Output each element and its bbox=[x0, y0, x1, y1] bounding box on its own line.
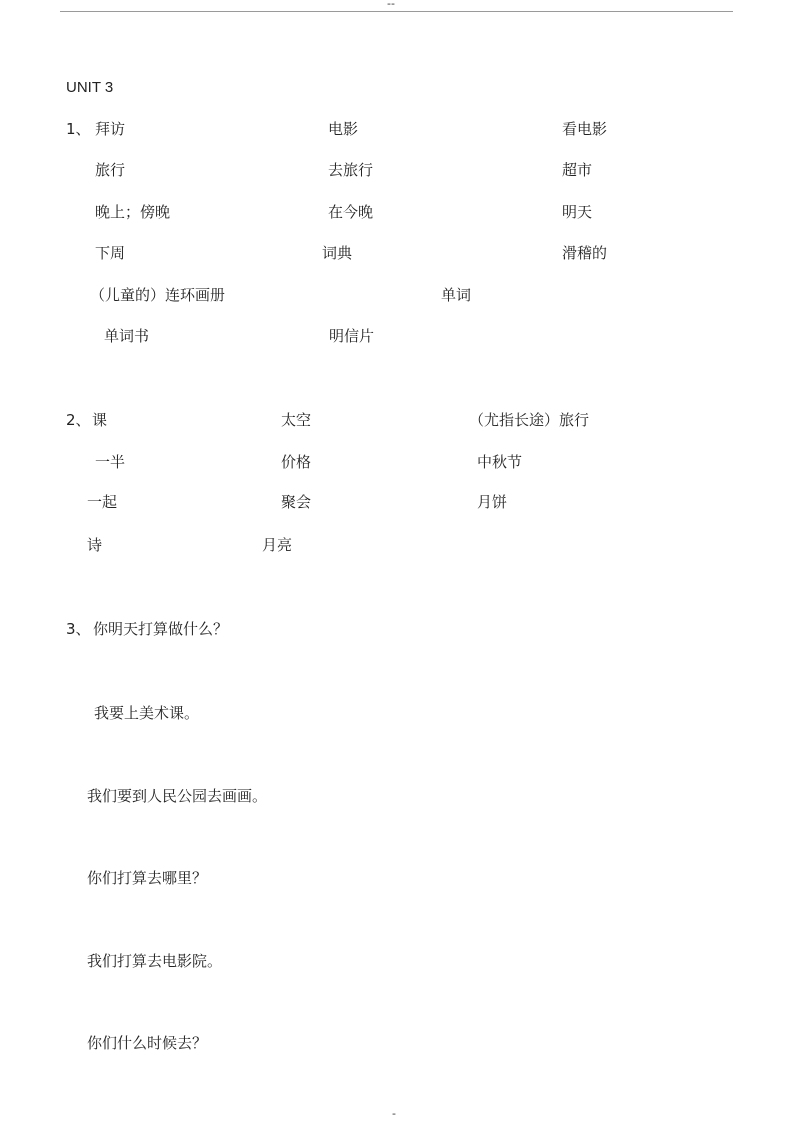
unit-title: UNIT 3 bbox=[66, 79, 114, 96]
vocab-item: 一起 bbox=[87, 493, 118, 511]
sentence: 你们什么时候去？ bbox=[87, 1034, 208, 1052]
vocab-item: 明天 bbox=[562, 203, 593, 221]
sentence: 你明天打算做什么？ bbox=[93, 620, 229, 638]
section-2-number: 2、 bbox=[66, 411, 91, 429]
section-1-number: 1、 bbox=[66, 120, 91, 138]
vocab-item: 电影 bbox=[328, 120, 359, 138]
vocab-item: 去旅行 bbox=[328, 161, 374, 179]
vocab-item: 月饼 bbox=[477, 493, 508, 511]
vocab-item: 下周 bbox=[95, 244, 126, 262]
vocab-item: 词典 bbox=[322, 244, 353, 262]
vocab-item: （儿童的）连环画册 bbox=[90, 286, 226, 304]
vocab-item: 太空 bbox=[281, 411, 312, 429]
vocab-item: 超市 bbox=[562, 161, 593, 179]
header-rule bbox=[60, 11, 733, 12]
vocab-item: 看电影 bbox=[562, 120, 608, 138]
section-3-number: 3、 bbox=[66, 620, 91, 638]
footer-mark: - bbox=[392, 1107, 396, 1120]
vocab-item: 在今晚 bbox=[328, 203, 374, 221]
sentence: 我要上美术课。 bbox=[94, 704, 200, 722]
vocab-item: 课 bbox=[92, 411, 108, 429]
vocab-item: 旅行 bbox=[95, 161, 126, 179]
sentence: 我们打算去电影院。 bbox=[87, 952, 223, 970]
vocab-item: 一半 bbox=[95, 453, 126, 471]
header-mark: -- bbox=[387, 0, 395, 10]
vocab-item: （尤指长途）旅行 bbox=[469, 411, 590, 429]
vocab-item: 聚会 bbox=[281, 493, 312, 511]
vocab-item: 中秋节 bbox=[477, 453, 523, 471]
vocab-item: 晚上；傍晚 bbox=[95, 203, 171, 221]
vocab-item: 滑稽的 bbox=[562, 244, 608, 262]
vocab-item: 价格 bbox=[281, 453, 312, 471]
vocab-item: 诗 bbox=[87, 536, 103, 554]
vocab-item: 月亮 bbox=[262, 536, 293, 554]
sentence: 你们打算去哪里？ bbox=[87, 869, 208, 887]
sentence: 我们要到人民公园去画画。 bbox=[87, 787, 268, 805]
vocab-item: 单词 bbox=[441, 286, 472, 304]
vocab-item: 单词书 bbox=[104, 327, 150, 345]
vocab-item: 明信片 bbox=[329, 327, 375, 345]
vocab-item: 拜访 bbox=[95, 120, 126, 138]
